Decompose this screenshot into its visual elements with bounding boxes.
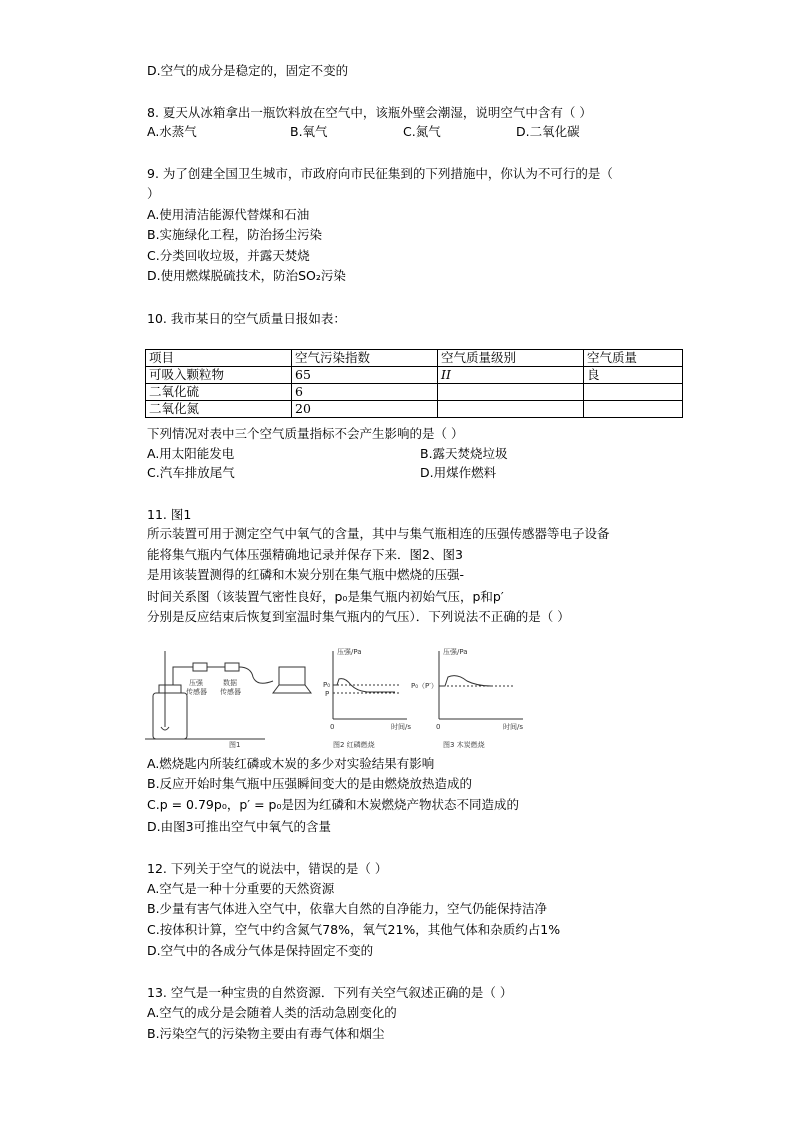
fig3-origin: 0 — [436, 723, 441, 731]
q9-option-a: A.使用清洁能源代替煤和石油 — [147, 207, 310, 222]
table-cell: 20 — [292, 401, 438, 418]
fig3-ylabel: 压强/Pa — [443, 648, 468, 656]
table-cell: 6 — [292, 384, 438, 401]
fig1-label-sensor1: 传感器 — [186, 688, 207, 696]
q13-stem: 13. 空气是一种宝贵的自然资源．下列有关空气叙述正确的是（ ） — [147, 985, 513, 1000]
q12-option-d: D.空气中的各成分气体是保持固定不变的 — [147, 943, 374, 958]
q12-option-c: C.按体积计算，空气中约含氮气78%，氧气21%，其他气体和杂质约占1% — [147, 922, 561, 937]
fig3-caption: 图3 木炭燃烧 — [443, 741, 485, 749]
q11-line4: 是用该装置测得的红磷和木炭分别在集气瓶中燃烧的压强- — [147, 567, 465, 582]
laptop-screen — [279, 667, 305, 685]
table-cell — [584, 401, 683, 418]
q9-stem-line1: 9. 为了创建全国卫生城市，市政府向市民征集到的下列措施中，你认为不可行的是（ — [147, 166, 613, 181]
table-row — [146, 401, 683, 418]
air-quality-table — [145, 349, 683, 418]
q7-option-d: D.空气的成分是稳定的，固定不变的 — [147, 63, 349, 78]
q12-option-b: B.少量有害气体进入空气中，依靠大自然的自净能力，空气仍能保持洁净 — [147, 901, 548, 916]
q12-stem: 12. 下列关于空气的说法中，错误的是（ ） — [147, 861, 388, 876]
q11-line2: 所示装置可用于测定空气中氧气的含量，其中与集气瓶相连的压强传感器等电子设备 — [147, 526, 610, 541]
q11-option-a: A.燃烧匙内所装红磷或木炭的多少对实验结果有影响 — [147, 756, 435, 771]
q11-figure — [145, 645, 545, 755]
table-cell: 二氧化硫 — [146, 384, 292, 401]
q8-option-a: A.水蒸气 — [147, 124, 197, 139]
q9-stem-line2: ） — [147, 186, 160, 201]
table-header-row — [146, 350, 683, 367]
table-cell: 良 — [584, 367, 683, 384]
q10-option-b: B.露天焚烧垃圾 — [420, 446, 508, 461]
fig3-p0-label: P₀（P′） — [411, 682, 438, 690]
pressure-sensor — [193, 663, 207, 671]
fig2-p0-label: P₀ — [323, 681, 331, 689]
q11-option-d: D.由图3可推出空气中氧气的含量 — [147, 819, 332, 834]
q13-option-a: A.空气的成分是会随着人类的活动急剧变化的 — [147, 1005, 397, 1020]
fig2-xlabel: 时间/s — [391, 723, 412, 731]
table-cell — [438, 384, 584, 401]
q11-line5: 时间关系图（该装置气密性良好，p₀是集气瓶内初始气压，p和p′ — [147, 589, 504, 604]
q13-option-b: B.污染空气的污染物主要由有毒气体和烟尘 — [147, 1026, 385, 1041]
q11-line1: 11. 图1 — [147, 507, 192, 522]
q9-option-b: B.实施绿化工程，防治扬尘污染 — [147, 227, 323, 242]
table-row — [146, 384, 683, 401]
fig1-label-pressure: 压强 — [189, 679, 203, 687]
q11-option-b: B.反应开始时集气瓶中压强瞬间变大的是由燃烧放热造成的 — [147, 776, 473, 791]
q11-line3: 能将集气瓶内气体压强精确地记录并保存下来．图2、图3 — [147, 547, 463, 562]
q10-stem: 10. 我市某日的空气质量日报如表： — [147, 311, 346, 326]
q11-option-c: C.p = 0.79p₀，p′ = p₀是因为红磷和木炭燃烧产物状态不同造成的 — [147, 797, 519, 812]
fig3-xlabel: 时间/s — [503, 723, 524, 731]
table-header-cell: 空气质量级别 — [438, 350, 584, 367]
table-cell — [584, 384, 683, 401]
q10-option-d: D.用煤作燃料 — [420, 465, 497, 480]
table-cell — [438, 401, 584, 418]
q8-stem: 8. 夏天从冰箱拿出一瓶饮料放在空气中，该瓶外壁会潮湿，说明空气中含有（ ） — [147, 105, 592, 120]
q8-option-c: C.氮气 — [403, 124, 441, 139]
fig1-label-sensor2: 传感器 — [220, 688, 241, 696]
q9-option-d: D.使用燃煤脱硫技术，防治SO₂污染 — [147, 268, 346, 283]
q9-option-c: C.分类回收垃圾，并露天焚烧 — [147, 248, 310, 263]
fig2-caption: 图2 红磷燃烧 — [333, 741, 375, 749]
combustion-spoon — [161, 727, 169, 730]
table-header-cell: 空气污染指数 — [292, 350, 438, 367]
q10-question: 下列情况对表中三个空气质量指标不会产生影响的是（ ） — [147, 426, 464, 441]
cable — [239, 667, 273, 683]
q12-option-a: A.空气是一种十分重要的天然资源 — [147, 881, 335, 896]
fig1-caption: 图1 — [229, 741, 241, 749]
gas-bottle — [153, 693, 187, 739]
fig2-ylabel: 压强/Pa — [337, 648, 362, 656]
fig1-label-data: 数据 — [223, 679, 237, 687]
data-sensor — [225, 663, 239, 671]
bottle-neck — [159, 685, 181, 693]
q8-option-d: D.二氧化碳 — [516, 124, 580, 139]
laptop-base — [273, 685, 311, 693]
fig3-graph — [439, 651, 523, 719]
table-header-cell: 项目 — [146, 350, 292, 367]
fig3-curve — [439, 676, 491, 686]
table-header-cell: 空气质量 — [584, 350, 683, 367]
table-row — [146, 367, 683, 384]
q10-option-c: C.汽车排放尾气 — [147, 465, 235, 480]
table-cell: 65 — [292, 367, 438, 384]
q11-line6: 分别是反应结束后恢复到室温时集气瓶内的气压）．下列说法不正确的是（ ） — [147, 609, 570, 624]
fig2-origin: 0 — [330, 723, 335, 731]
table-cell: 可吸入颗粒物 — [146, 367, 292, 384]
table-cell: II — [438, 367, 584, 384]
fig2-graph — [333, 651, 407, 719]
fig2-p-label: P — [325, 690, 330, 698]
q10-option-a: A.用太阳能发电 — [147, 446, 235, 461]
q8-option-b: B.氧气 — [290, 124, 328, 139]
table-cell: 二氧化氮 — [146, 401, 292, 418]
